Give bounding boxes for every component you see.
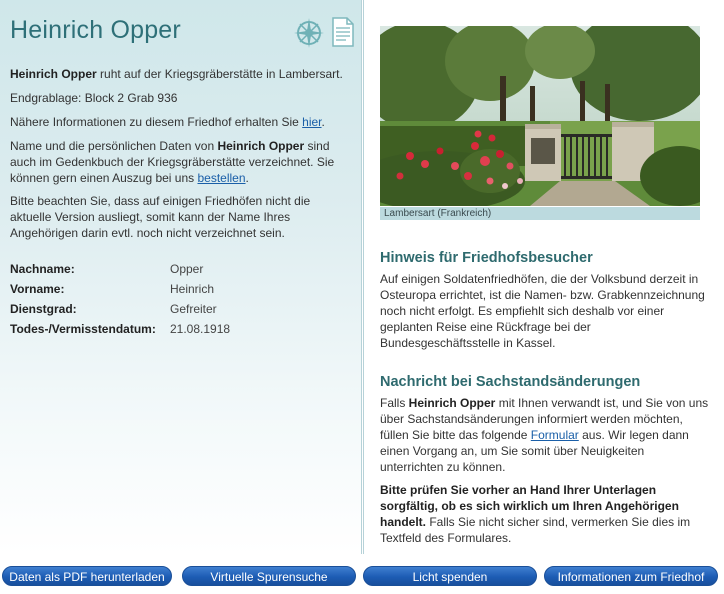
detail-value: Gefreiter [170, 302, 217, 316]
cemetery-photo-frame [380, 26, 700, 220]
verification-warning-rest: Falls Sie nicht sicher sind, vermerken Sie dies im Textfeld des Formulares. [380, 515, 691, 545]
memorial-book-part2: sind auch im Gedenkbuch der Kriegsgräberstätte verzeichnet. Sie können gern einen Auszug bei uns [10, 139, 335, 185]
visitor-hint-text: Auf einigen Soldatenfriedhöfen, die der Volksbund derzeit in Osteuropa errichtet, ist die Namen- bzw. Grabkennzeichnung noch nicht erfolgt. Es empfiehlt sich deshalb vor einer geplanten Reise eine Rückfrage bei der Bundesgeschäftsstelle in Kassel. [380, 272, 705, 350]
more-info-prefix: Nähere Informationen zu diesem Friedhof erhalten Sie [10, 115, 303, 129]
status-news-suffix: aus. Wir legen dann einen Vorgang an, um Sie somit über Neuigkeiten unterrichten zu können. [380, 428, 689, 474]
detail-label: Vorname: [10, 282, 65, 296]
download-pdf-button[interactable]: Daten als PDF herunterladen [2, 566, 172, 586]
cemetery-info-link[interactable]: hier [302, 115, 322, 129]
virtual-trace-button[interactable]: Virtuelle Spurensuche [182, 566, 356, 586]
verification-warning-bold: Bitte prüfen Sie vorher an Hand Ihrer Unterlagen sorgfältig, ob es sich wirklich um Ihren Angehörigen handelt. [380, 483, 679, 529]
person-name: Heinrich Opper [10, 67, 97, 81]
compass-icon[interactable] [292, 16, 326, 50]
status-news-title: Nachricht bei Sachstandsänderungen [380, 374, 641, 390]
detail-row-death-date [10, 322, 350, 340]
memorial-book-suffix: . [245, 171, 249, 185]
photo-caption: Lambersart (Frankreich) [380, 207, 700, 220]
detail-value: Opper [170, 262, 204, 276]
form-link[interactable]: Formular [530, 428, 579, 442]
cemetery-info-button[interactable]: Informationen zum Friedhof [544, 566, 718, 586]
detail-row-surname [10, 262, 350, 280]
document-icon[interactable] [330, 16, 364, 50]
detail-label: Dienstgrad: [10, 302, 77, 316]
light-candle-button[interactable]: Licht spenden [363, 566, 537, 586]
detail-row-firstname [10, 282, 350, 300]
status-news-mid: mit Ihnen verwandt ist, und Sie von uns über Sachstandsänderungen informiert werden möchten, füllen Sie bitte das folgende [380, 396, 709, 442]
page-title: Heinrich Opper [10, 16, 181, 44]
memorial-book-part1: Name und die persönlichen Daten von [10, 139, 218, 153]
visitor-hint-title: Hinweis für Friedhofsbesucher [380, 250, 593, 266]
order-extract-link[interactable]: bestellen [197, 171, 246, 185]
detail-value: Heinrich [170, 282, 215, 296]
person-info-panel [0, 0, 362, 554]
status-news-prefix: Falls [380, 396, 409, 410]
memorial-book-text [10, 138, 350, 186]
status-news-name: Heinrich Opper [408, 396, 496, 410]
detail-value: 21.08.1918 [170, 322, 231, 336]
version-note: Bitte beachten Sie, dass auf einigen Friedhöfen nicht die aktuelle Version ausliegt, somit kann der Name Ihres Angehörigen darin evtl. noch nicht verzeichnet sein. [10, 194, 311, 240]
burial-location-rest: ruht auf der Kriegsgräberstätte in Lambersart. [96, 67, 343, 81]
memorial-book-name: Heinrich Opper [217, 139, 305, 153]
burial-location-text [10, 66, 350, 82]
detail-label: Todes-/Vermisstendatum: [10, 322, 156, 336]
more-info-text [10, 114, 350, 130]
detail-row-rank [10, 302, 350, 320]
status-news-text [380, 395, 710, 475]
cemetery-photo [380, 26, 700, 206]
detail-label: Nachname: [10, 262, 75, 276]
title-actions [292, 16, 364, 50]
more-info-suffix: . [321, 115, 325, 129]
grave-location: Endgrablage: Block 2 Grab 936 [10, 91, 178, 105]
cemetery-info-panel [363, 0, 724, 554]
verification-warning [380, 482, 710, 546]
